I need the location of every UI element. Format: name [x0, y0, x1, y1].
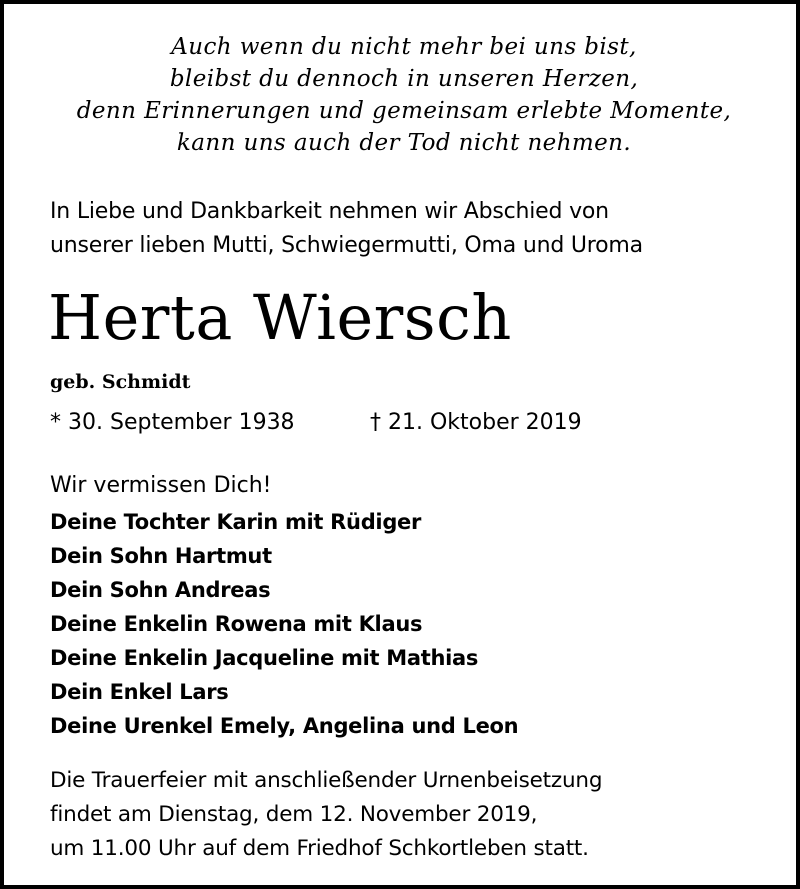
birth-date: * 30. September 1938 — [50, 410, 295, 435]
family-member: Dein Sohn Hartmut — [50, 544, 272, 568]
poem-line: bleibst du dennoch in unseren Herzen, — [169, 66, 639, 92]
deceased-name: Herta Wiersch — [48, 281, 512, 354]
poem-line: kann uns auch der Tod nicht nehmen. — [176, 130, 632, 156]
miss-line: Wir vermissen Dich! — [50, 473, 272, 498]
intro-line: In Liebe und Dankbarkeit nehmen wir Abschied von — [50, 199, 609, 224]
poem-line: denn Erinnerungen und gemeinsam erlebte Momente, — [76, 98, 732, 124]
funeral-line: um 11.00 Uhr auf dem Friedhof Schkortleben statt. — [50, 836, 589, 861]
family-member: Deine Urenkel Emely, Angelina und Leon — [50, 714, 519, 738]
family-list — [50, 505, 518, 743]
funeral-details — [50, 764, 602, 866]
family-member: Deine Enkelin Rowena mit Klaus — [50, 612, 423, 636]
maiden-name: geb. Schmidt — [50, 371, 191, 393]
life-dates — [50, 406, 582, 440]
intro-line: unserer lieben Mutti, Schwiegermutti, Oma und Uroma — [50, 233, 643, 258]
funeral-line: findet am Dienstag, dem 12. November 2019, — [50, 802, 538, 827]
family-member: Dein Enkel Lars — [50, 680, 229, 704]
family-member: Dein Sohn Andreas — [50, 578, 271, 602]
death-date: † 21. Oktober 2019 — [370, 410, 582, 435]
family-member: Deine Enkelin Jacqueline mit Mathias — [50, 646, 479, 670]
memorial-poem — [4, 31, 800, 159]
funeral-line: Die Trauerfeier mit anschließender Urnenbeisetzung — [50, 768, 603, 793]
intro-text — [50, 195, 643, 263]
family-member: Deine Tochter Karin mit Rüdiger — [50, 510, 422, 534]
poem-line: Auch wenn du nicht mehr bei uns bist, — [171, 34, 637, 60]
